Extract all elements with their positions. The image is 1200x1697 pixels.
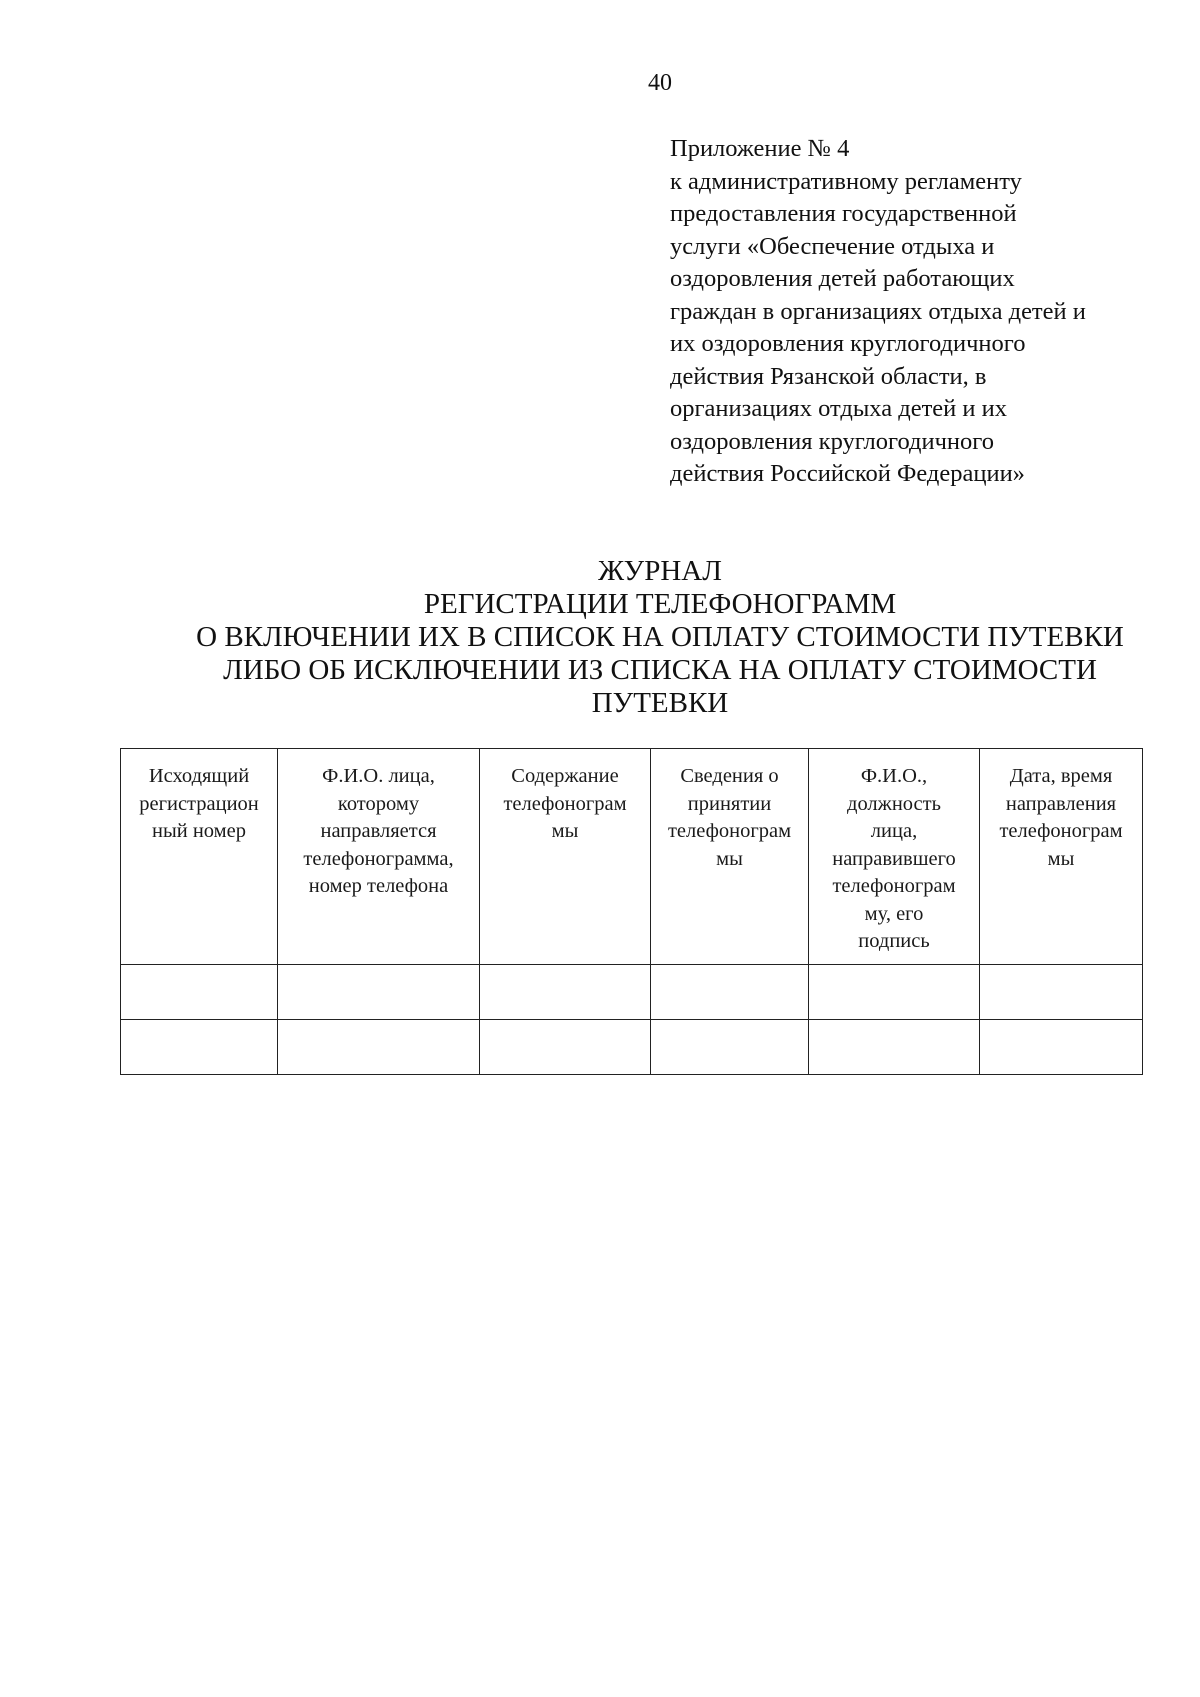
table-cell [480, 1020, 651, 1075]
appendix-line: предоставления государственной [670, 200, 1017, 227]
appendix-line: к административному регламенту [670, 167, 1022, 195]
table-row [121, 1020, 1143, 1075]
table-cell [121, 965, 278, 1020]
table-cell [651, 1020, 809, 1075]
table-cell [980, 965, 1143, 1020]
column-header-content: Содержание телефонограм мы [480, 749, 651, 965]
appendix-line: организациях отдыха детей и их [670, 395, 1007, 422]
table-cell [480, 965, 651, 1020]
table-cell [809, 965, 980, 1020]
table-cell [278, 1020, 480, 1075]
column-header-acceptance: Сведения о принятии телефонограм мы [651, 749, 809, 965]
appendix-line: оздоровления детей работающих [670, 265, 1015, 292]
column-header-sender: Ф.И.О., должность лица, направившего телефонограм му, его подпись [809, 749, 980, 965]
table-cell [809, 1020, 980, 1075]
table-cell [980, 1020, 1143, 1075]
table-cell [278, 965, 480, 1020]
journal-title [0, 555, 1200, 720]
appendix-line: действия Рязанской области, в [670, 362, 987, 390]
appendix-line: граждан в организациях отдыха детей и [670, 297, 1086, 325]
page-number: 40 [648, 70, 672, 96]
journal-title-line: ЖУРНАЛ [598, 555, 722, 587]
journal-title-line: ПУТЕВКИ [591, 687, 729, 719]
column-header-datetime: Дата, время направления телефонограм мы [980, 749, 1143, 965]
appendix-line: действия Российской Федерации» [670, 460, 1025, 487]
appendix-heading: Приложение № 4 [670, 135, 850, 162]
appendix-block [670, 133, 1160, 491]
table-cell [651, 965, 809, 1020]
table-row [121, 965, 1143, 1020]
appendix-line: оздоровления круглогодичного [670, 427, 994, 455]
journal-title-line: РЕГИСТРАЦИИ ТЕЛЕФОНОГРАММ [423, 588, 897, 620]
appendix-line: услуги «Обеспечение отдыха и [670, 232, 995, 260]
appendix-line: их оздоровления круглогодичного [670, 330, 1026, 357]
column-header-outgoing-number: Исходящий регистрацион ный номер [121, 749, 278, 965]
journal-title-line: ЛИБО ОБ ИСКЛЮЧЕНИИ ИЗ СПИСКА НА ОПЛАТУ СТОИМОСТИ [223, 654, 1097, 686]
journal-title-line: О ВКЛЮЧЕНИИ ИХ В СПИСОК НА ОПЛАТУ СТОИМОСТИ ПУТЕВКИ [196, 621, 1124, 653]
register-table [120, 748, 1143, 1075]
column-header-recipient: Ф.И.О. лица, которому направляется телефонограмма, номер телефона [278, 749, 480, 965]
table-cell [121, 1020, 278, 1075]
table-header-row [121, 749, 1143, 965]
